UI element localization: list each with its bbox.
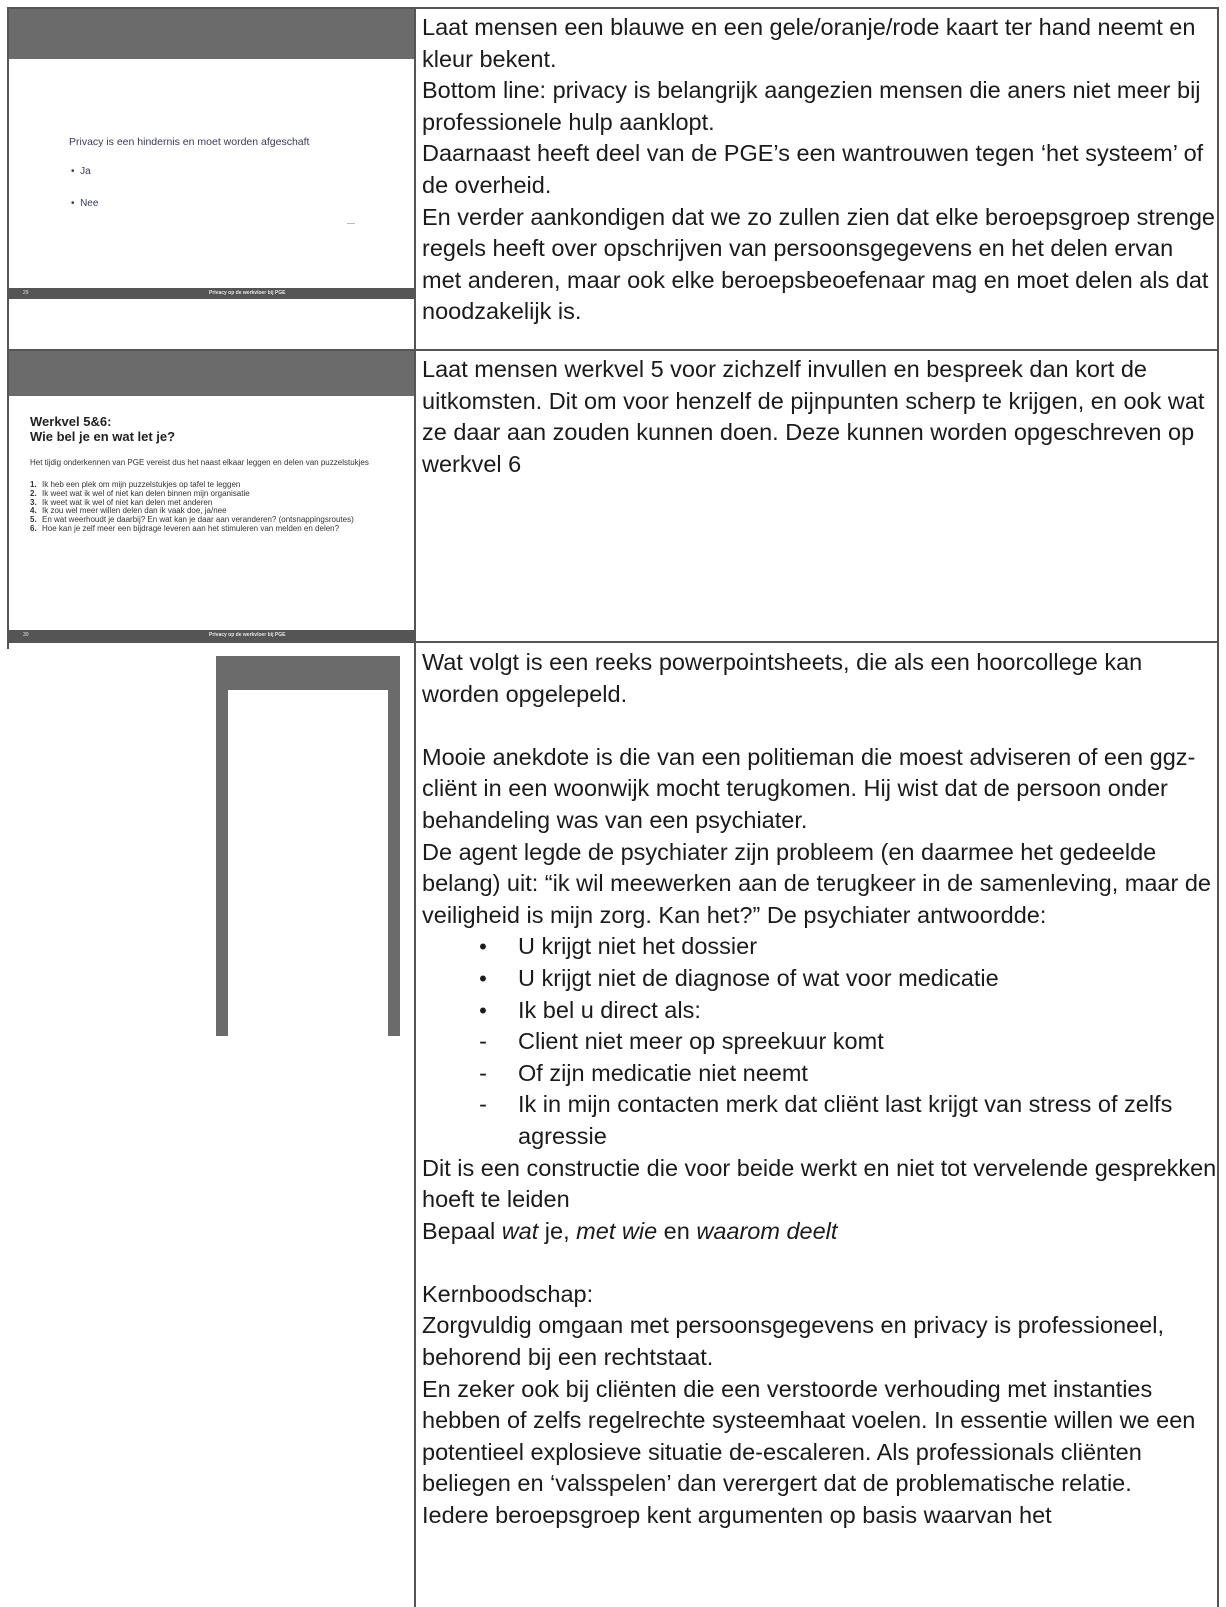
paragraph-spacer (422, 1247, 1218, 1279)
bullet-text: U krijgt niet het dossier (518, 933, 758, 960)
notes-paragraph: Mooie anekdote is die van een politieman die moest adviseren of een ggz-cliënt in een woonwijk mocht terugkomen. Hij wist dat de persoon onder behandeling was van een psychiater. (422, 743, 1196, 833)
speaker-notes-row-1 (422, 12, 1218, 328)
slide-footer-text: Privacy op de werkvloer bij PGE (209, 290, 286, 296)
notes-paragraph: Dit is een constructie die voor beide werkt en niet tot vervelende gesprekken hoeft te leiden (422, 1154, 1217, 1213)
dash-item (422, 1058, 1218, 1090)
list-item-text: En wat weerhoudt je daarbij? En wat kan je daar aan veranderen? (ontsnappingsroutes) (42, 515, 354, 525)
slide-decoration-dash (347, 223, 355, 224)
list-item-text: Hoe kan je zelf meer een bijdrage leveren aan het stimuleren van melden en delen? (42, 523, 340, 533)
bullet-text: Ik bel u direct als: (518, 996, 701, 1023)
poll-option-label: Ja (80, 166, 91, 177)
list-item-text: Ik zou wel meer willen delen dan ik vaak doe, ja/nee (42, 506, 227, 516)
poll-option-ja: • Ja (71, 166, 91, 177)
text-run: en (657, 1217, 697, 1244)
slide-intro-text: Het tijdig onderkennen van PGE vereist dus het naast elkaar leggen en delen van puzzelstukjes (30, 458, 369, 467)
bullet-item (422, 995, 1218, 1027)
speaker-notes-row-3 (422, 647, 1218, 1532)
slide-footer (9, 288, 414, 299)
notes-paragraph: En verder aankondigen dat we zo zullen zien dat elke beroepsgroep strenge regels heeft over opschrijven van persoonsgegevens en het delen ervan met anderen, maar ook elke beroepsbeoefenaar mag en moet delen als dat noodzakelijk is. (422, 203, 1215, 325)
poll-option-nee: • Nee (71, 198, 99, 209)
dash-item (422, 1026, 1218, 1058)
list-item-text: Ik weet wat ik wel of niet kan delen met anderen (42, 497, 213, 507)
italic-run: waarom deelt (696, 1217, 838, 1244)
dash-text: Ik in mijn contacten merk dat cliënt last krijgt van stress of zelfs agressie (518, 1091, 1173, 1149)
slide-title-bar (9, 9, 414, 59)
notes-paragraph: En zeker ook bij cliënten die een verstoorde verhouding met instanties hebben of zelfs regelrechte systeemhaat voelen. In essentie willen we een potentieel explosieve situatie de-escaleren. Als professionals cliënten beliegen en ‘valsspelen’ dan verergert dat de problematische relatie. (422, 1375, 1196, 1497)
notes-bullet-list (422, 931, 1218, 1152)
slide-footer (9, 630, 414, 641)
dash-text: Of zijn medicatie niet neemt (518, 1059, 808, 1086)
notes-paragraph: De agent legde de psychiater zijn probleem (en daarmee het gedeelde belang) uit: “ik wil meewerken aan de terugkeer in de samenleving, maar de veiligheid is mijn zorg. Kan het?” De psychiater antwoordde: (422, 838, 1211, 928)
kernboodschap-label: Kernboodschap: (422, 1280, 594, 1307)
table-row-divider-2 (7, 641, 1218, 643)
list-item-number: 1. (30, 480, 37, 489)
list-item (30, 525, 390, 534)
table-column-divider (414, 7, 416, 1607)
notes-paragraph: Wat volgt is een reeks powerpointsheets, die als een hoorcollege kan worden opgelepeld. (422, 649, 1143, 707)
list-item-number: 6. (30, 523, 37, 533)
poll-question: Privacy is een hindernis en moet worden afgeschaft (69, 136, 310, 148)
notes-paragraph: Daarnaast heeft deel van de PGE’s een wantrouwen tegen ‘het systeem’ of de overheid. (422, 140, 1204, 198)
bullet-icon (468, 995, 498, 1027)
slide-footer-text: Privacy op de werkvloer bij PGE (209, 632, 286, 638)
slide-thumbnail-privacy-poll (9, 9, 414, 299)
bullet-item (422, 931, 1218, 963)
dash-item (422, 1089, 1218, 1152)
list-item-number: 5. (30, 515, 37, 525)
text-run: Bepaal (422, 1217, 502, 1244)
slide-heading-line: Wie bel je en wat let je? (30, 429, 176, 444)
list-item-number: 3. (30, 497, 37, 507)
bullet-icon (468, 931, 498, 963)
paragraph-spacer (422, 710, 1218, 742)
bullet-text: U krijgt niet de diagnose of wat voor medicatie (518, 964, 999, 991)
slide-heading-line: Werkvel 5&6: (30, 414, 112, 429)
notes-paragraph: Laat mensen een blauwe en een gele/oranje/rode kaart ter hand neemt en kleur bekent. (422, 14, 1196, 72)
list-item-number: 4. (30, 506, 37, 516)
notes-paragraph: Zorgvuldig omgaan met persoonsgegevens en privacy is professioneel, behorend bij een rechtstaat. (422, 1312, 1164, 1371)
list-item-number: 2. (30, 488, 37, 498)
slide-title-bar (9, 351, 414, 396)
list-item-text: Ik weet wat ik wel of niet kan delen binnen mijn organisatie (42, 488, 250, 498)
speaker-notes-row-2 (422, 354, 1218, 480)
text-run: je, (538, 1217, 577, 1244)
slide-numbered-list (30, 481, 390, 534)
dash-icon (468, 1058, 498, 1090)
slide-number: 30 (23, 632, 29, 638)
notes-paragraph-bepaal (422, 1216, 1218, 1248)
italic-run: met wie (576, 1217, 658, 1244)
slide-thumbnail-blank (228, 690, 388, 1036)
notes-paragraph: Laat mensen werkvel 5 voor zichzelf invullen en bespreek dan kort de uitkomsten. Dit om voor henzelf de pijnpunten scherp te krijgen, en ook wat ze daar aan zouden kunnen doen. Deze kunnen worden opgeschreven op werkvel 6 (422, 356, 1205, 477)
slide-heading (30, 414, 175, 444)
dash-icon (468, 1089, 498, 1121)
list-item-text: Ik heb een plek om mijn puzzelstukjes op tafel te leggen (42, 480, 241, 489)
bullet-icon (468, 963, 498, 995)
slide-number: 29 (23, 290, 29, 296)
notes-paragraph: Bottom line: privacy is belangrijk aangezien mensen die aners niet meer bij professionele hulp aanklopt. (422, 77, 1201, 135)
dash-icon (468, 1026, 498, 1058)
italic-run: wat (501, 1217, 539, 1244)
notes-paragraph: Iedere beroepsgroep kent argumenten op basis waarvan het (422, 1502, 1052, 1529)
poll-option-label: Nee (80, 198, 99, 209)
bullet-item (422, 963, 1218, 995)
dash-text: Client niet meer op spreekuur komt (518, 1028, 884, 1055)
